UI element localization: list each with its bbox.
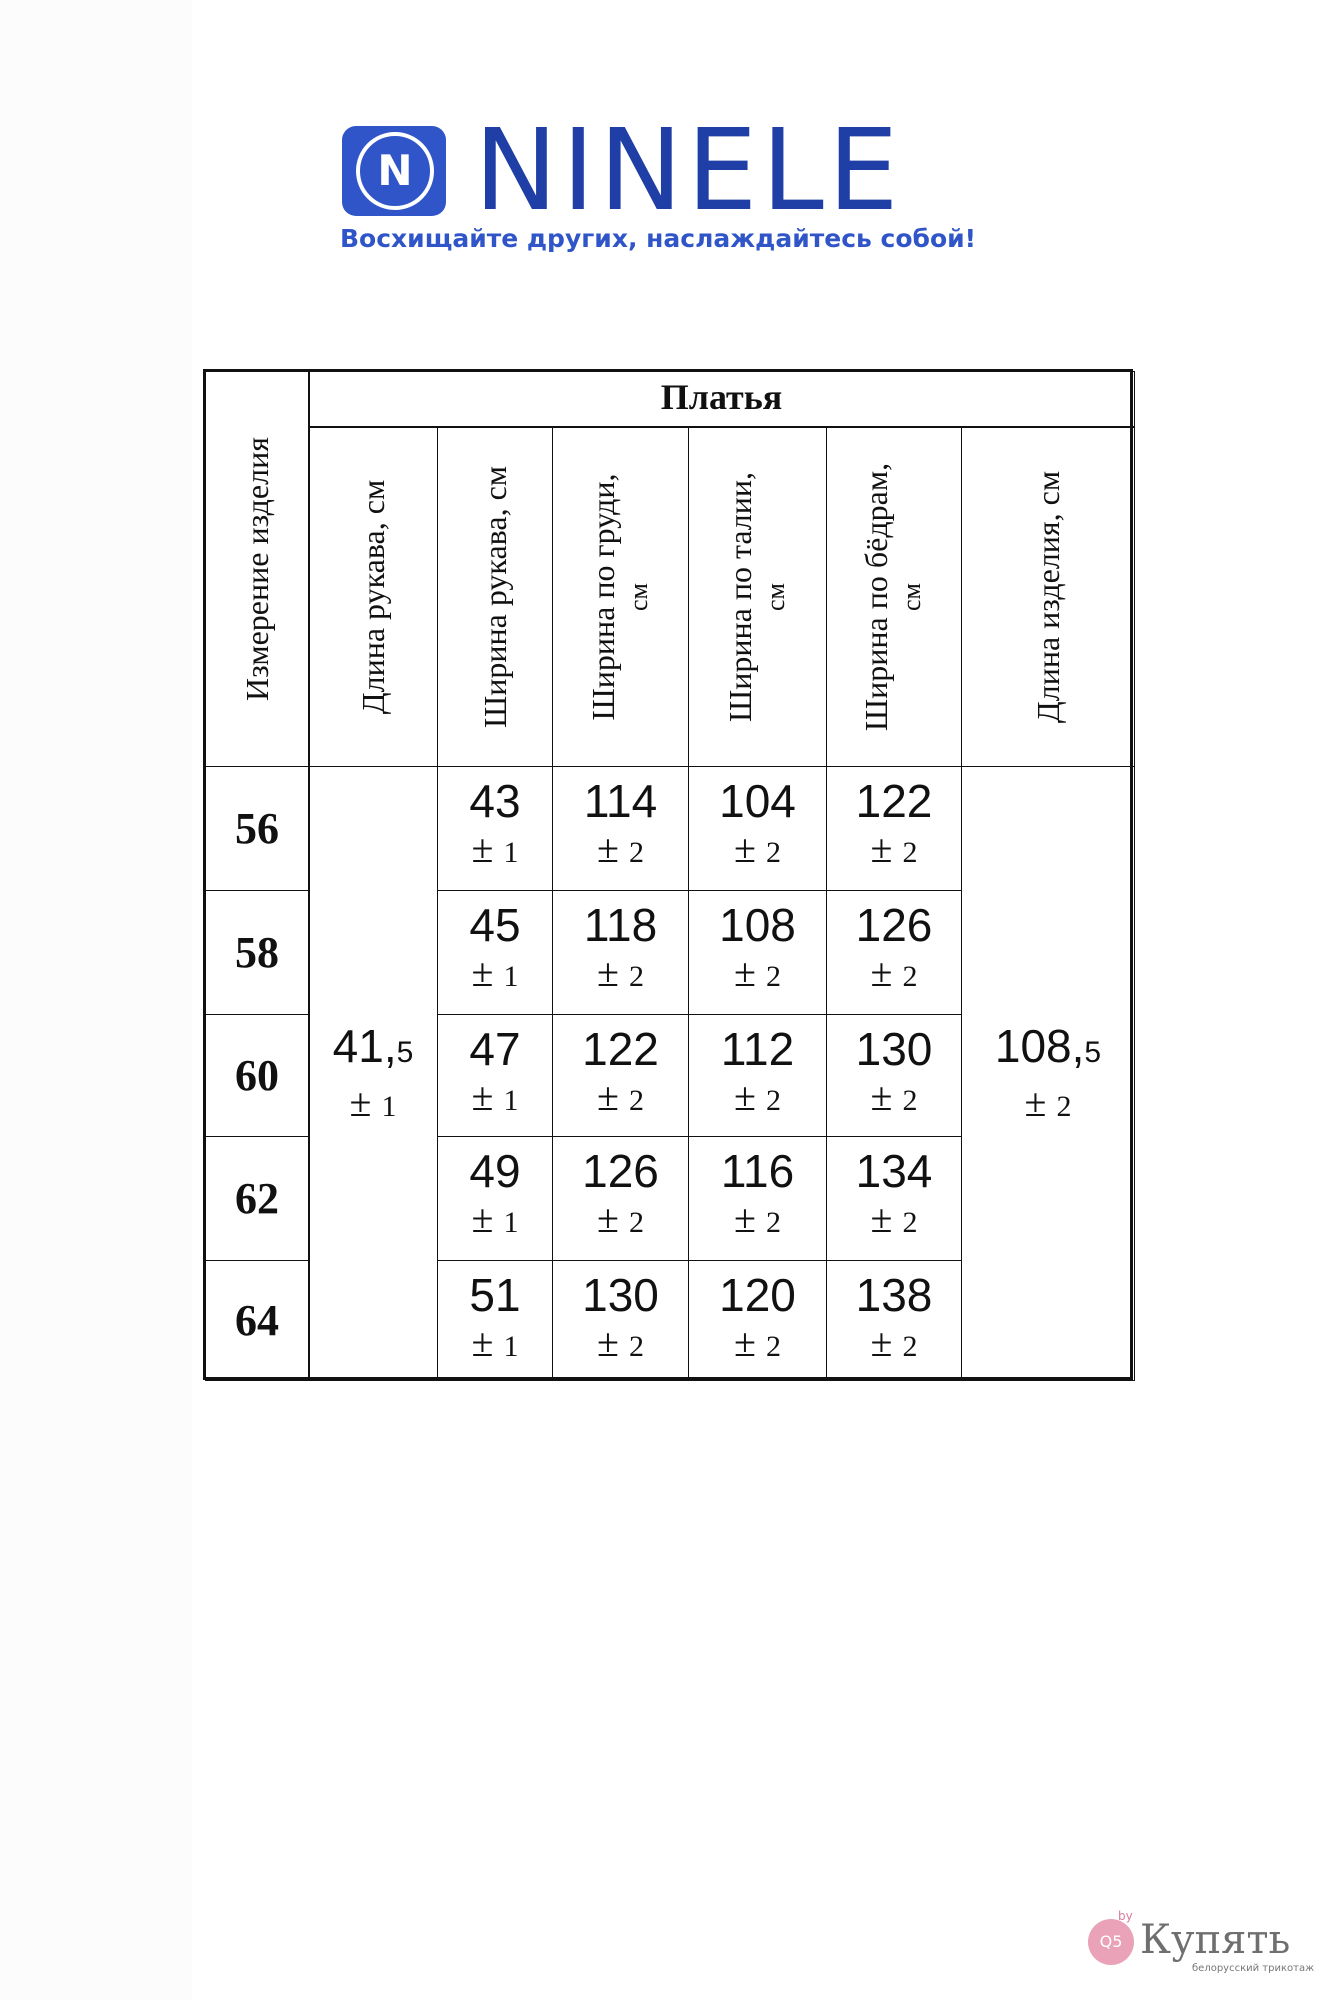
size-cell: 64 [205,1260,310,1381]
tolerance-value: 1 [381,1090,397,1123]
size-cell: 58 [205,890,310,1015]
logo-badge-letter: N [377,146,413,195]
size-cell: 62 [205,1136,310,1261]
chest-cell [552,890,689,1015]
tolerance-sign: ± [471,1320,494,1365]
tolerance-sign: ± [349,1080,372,1125]
chest-cell [552,766,689,891]
tolerance-sign: ± [870,1196,893,1241]
logo-badge [342,126,446,216]
waist-cell [688,1014,827,1137]
col-header-label: Длина изделия, см [1030,470,1066,723]
tolerance-value: 2 [765,1330,781,1363]
tolerance-value: 1 [503,1330,519,1363]
sleeve-width-cell [437,1260,553,1381]
col-header-label: Ширина по бёдрам, [858,462,894,731]
tolerance-sign: ± [734,1074,756,1119]
col-header-sleeve-length [308,426,438,767]
tolerance-value: 2 [765,1084,781,1117]
tolerance-value: 2 [902,1084,918,1117]
col-header-label: Ширина по талии, [721,471,758,722]
tolerance-sign: ± [597,826,619,871]
hips-cell [826,1136,962,1261]
tolerance-value: 2 [628,1206,644,1239]
chest-cell [552,1136,689,1261]
value: 45 [469,899,521,951]
value: 120 [719,1269,796,1321]
value: 47 [469,1023,521,1075]
col-header-chest [552,426,689,767]
col-header-label: Длина рукава, см [355,479,391,714]
product-length-number: 108, [994,1020,1085,1072]
brand-logo [340,106,1002,266]
tolerance-sign: ± [597,1196,619,1241]
tolerance-sign: ± [734,826,756,871]
col-header-unit: см [623,582,653,611]
value: 122 [582,1023,659,1075]
watermark-badge-icon: Q5 [1088,1919,1134,1965]
col-header-waist [688,426,827,767]
watermark [1088,1909,1328,1985]
col-header-label: Ширина по груди, [584,472,621,721]
chest-cell [552,1260,689,1381]
value: 138 [855,1269,933,1321]
hips-cell [826,766,962,891]
chest-cell [552,1014,689,1137]
value: 122 [855,775,933,827]
tolerance-sign: ± [734,950,756,995]
tolerance-sign: ± [870,1320,893,1365]
tolerance-value: 2 [765,960,781,993]
tolerance-sign: ± [471,1196,494,1241]
size-cell: 60 [205,1014,310,1137]
waist-cell [688,1260,827,1381]
tolerance-value: 2 [902,836,918,869]
col-header-unit: см [760,582,790,611]
col-header-product-length [961,426,1135,767]
brand-tagline: Восхищайте других, наслаждайтесь собой! [340,224,977,253]
value: 118 [583,899,658,951]
waist-cell [688,766,827,891]
tolerance-sign: ± [1024,1080,1047,1125]
sleeve-width-cell [437,766,553,891]
col-header-label: Ширина рукава, см [477,465,513,728]
tolerance-sign: ± [734,1320,756,1365]
tolerance-value: 2 [902,1206,918,1239]
hips-cell [826,1260,962,1381]
tolerance-value: 2 [628,1084,644,1117]
value: 112 [720,1023,795,1075]
row-header-cell [205,371,310,767]
value: 108 [719,899,796,951]
table-title: Платья [308,371,1135,428]
tolerance-value: 2 [765,836,781,869]
waist-cell [688,890,827,1015]
brand-name: NINELE [474,106,903,236]
size-cell: 56 [205,766,310,891]
sleeve-width-cell [437,1014,553,1137]
value: 116 [720,1145,795,1197]
size-table [203,369,1133,1380]
tolerance-sign: ± [870,826,893,871]
tolerance-sign: ± [597,950,619,995]
value: 130 [582,1269,659,1321]
value: 49 [469,1145,521,1197]
value: 43 [469,775,521,827]
watermark-word: Купять [1140,1917,1291,1963]
value: 104 [719,775,796,827]
tolerance-value: 1 [503,836,519,869]
value: 114 [583,775,658,827]
tolerance-sign: ± [597,1320,619,1365]
tolerance-sign: ± [597,1074,619,1119]
value: 126 [582,1145,659,1197]
waist-cell [688,1136,827,1261]
tolerance-value: 2 [628,960,644,993]
tolerance-value: 2 [628,836,644,869]
sleeve-length-number: 41, [332,1020,397,1072]
value: 134 [855,1145,933,1197]
product-length-fraction: 5 [1084,1036,1102,1069]
sleeve-width-cell [437,890,553,1015]
tolerance-value: 1 [503,1084,519,1117]
sleeve-length-fraction: 5 [396,1036,414,1069]
value: 130 [855,1023,933,1075]
hips-cell [826,890,962,1015]
col-header-unit: см [897,582,926,611]
tolerance-value: 2 [1056,1090,1072,1123]
value: 51 [469,1269,521,1321]
row-header-label: Измерение изделия [239,436,275,701]
tolerance-sign: ± [471,950,494,995]
col-header-hips [826,426,962,767]
tolerance-sign: ± [471,826,494,871]
background-strip [0,0,192,2000]
value: 126 [855,899,933,951]
tolerance-sign: ± [870,950,893,995]
tolerance-value: 2 [765,1206,781,1239]
hips-cell [826,1014,962,1137]
product-length-value [961,766,1135,1381]
tolerance-sign: ± [471,1074,494,1119]
tolerance-value: 2 [902,960,918,993]
tolerance-value: 1 [503,960,519,993]
sleeve-width-cell [437,1136,553,1261]
tolerance-value: 2 [902,1330,918,1363]
tolerance-sign: ± [734,1196,756,1241]
tolerance-value: 2 [628,1330,644,1363]
tolerance-value: 1 [503,1206,519,1239]
watermark-subtitle: белорусский трикотаж [1192,1963,1315,1974]
col-header-sleeve-width [437,426,553,767]
tolerance-sign: ± [870,1074,893,1119]
sleeve-length-value [308,766,438,1381]
watermark-by: by [1118,1909,1133,1923]
